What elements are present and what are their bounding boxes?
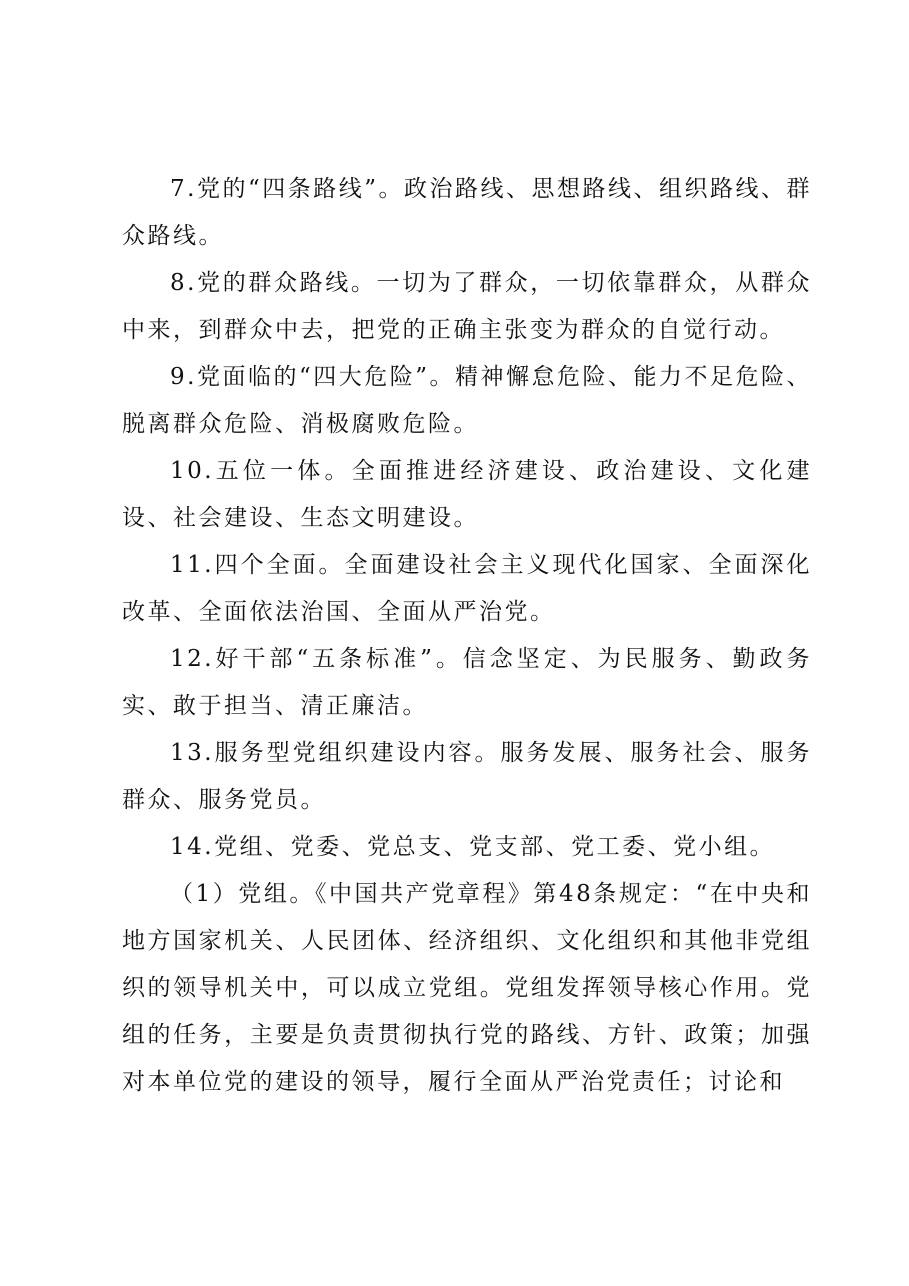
paragraph-party-organizations: 14.党组、党委、党总支、党支部、党工委、党小组。 bbox=[170, 834, 776, 860]
paragraph-four-comprehensives: 11.四个全面。全面建设社会主义现代化国家、全面深化改革、全面依法治国、全面从严治党。 bbox=[122, 552, 812, 625]
paragraph-party-four-lines: 7.党的“四条路线”。政治路线、思想路线、组织路线、群众路线。 bbox=[122, 176, 812, 249]
paragraph-service-organization: 13.服务型党组织建设内容。服务发展、服务社会、服务群众、服务党员。 bbox=[122, 740, 812, 813]
paragraph-four-dangers: 9.党面临的“四大危险”。精神懈怠危险、能力不足危险、脱离群众危险、消极腐败危险。 bbox=[122, 364, 812, 437]
document-body bbox=[122, 166, 812, 1106]
paragraph-mass-line: 8.党的群众路线。一切为了群众，一切依靠群众，从群众中来，到群众中去，把党的正确主张变为群众的自觉行动。 bbox=[122, 270, 812, 343]
paragraph-five-in-one: 10.五位一体。全面推进经济建设、政治建设、文化建设、社会建设、生态文明建设。 bbox=[122, 458, 812, 531]
paragraph-good-cadre-standards: 12.好干部“五条标准”。信念坚定、为民服务、勤政务实、敢于担当、清正廉洁。 bbox=[122, 646, 812, 719]
paragraph-party-group: （1）党组。《中国共产党章程》第48条规定：“在中央和地方国家机关、人民团体、经济组织、文化组织和其他非党组织的领导机关中，可以成立党组。党组发挥领导核心作用。党组的任务，主要是负责贯彻执行党的路线、方针、政策；加强对本单位党的建设的领导，履行全面从严治党责任；讨论和 bbox=[122, 881, 812, 1095]
